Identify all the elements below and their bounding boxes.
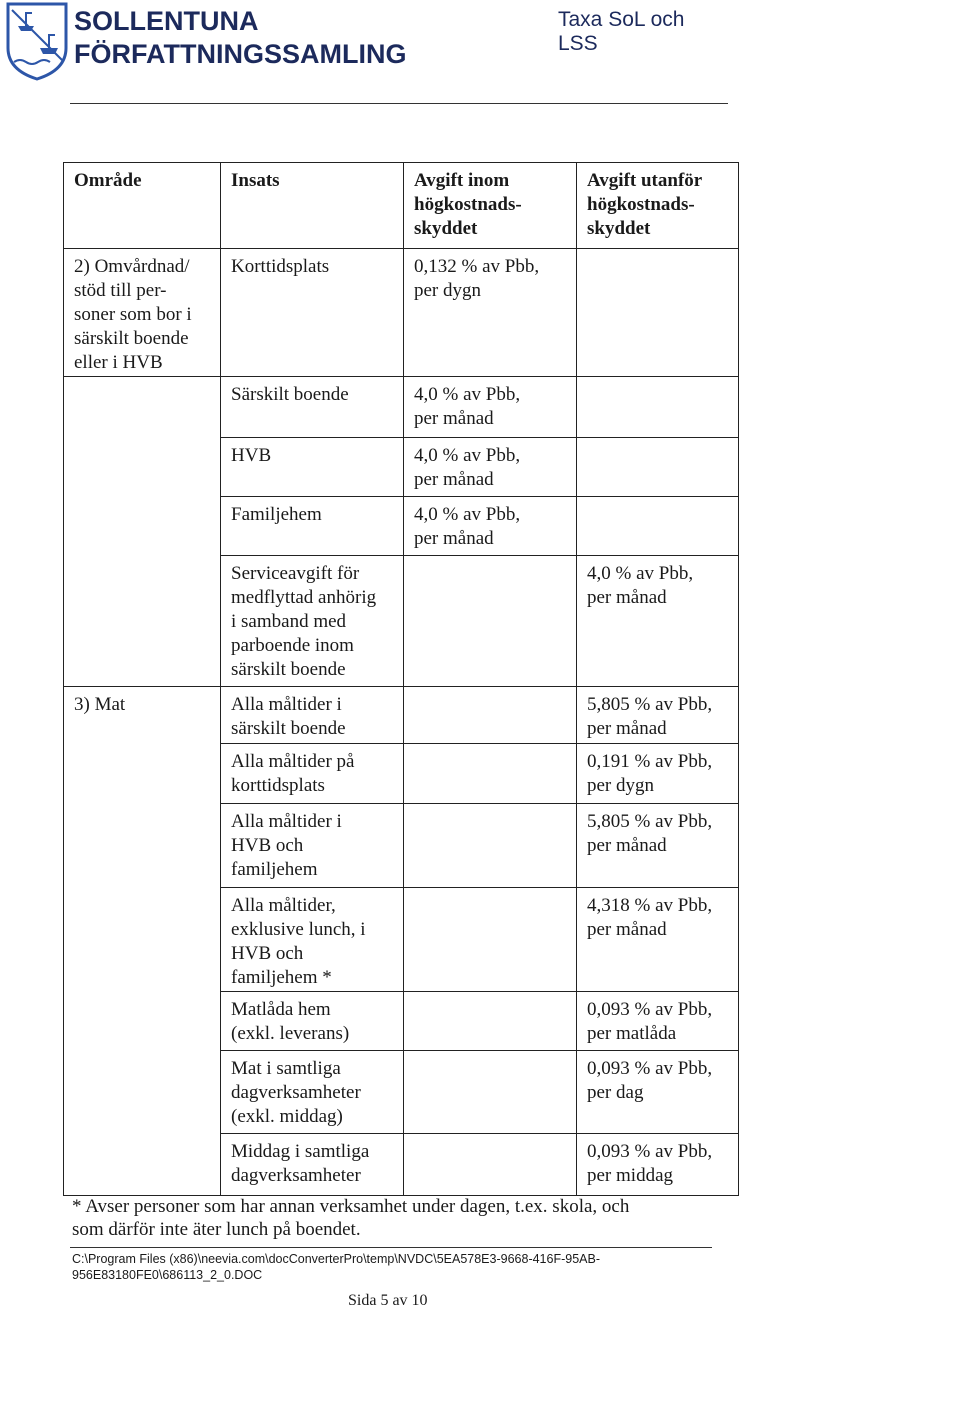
cell-omrade: 3) Mat (64, 687, 221, 1196)
fee-table (63, 162, 739, 1196)
document-title-line1: Taxa SoL och (558, 8, 685, 31)
cell-avgift-inom (404, 744, 577, 804)
cell-insats: Alla måltider i HVB och familjehem (221, 804, 404, 888)
cell-insats: Alla måltider på korttidsplats (221, 744, 404, 804)
cell-avgift-inom (404, 556, 577, 687)
cell-avgift-inom: 4,0 % av Pbb, per månad (404, 497, 577, 556)
column-header-avgift-utanfor: Avgift utanför högkostnads- skyddet (577, 163, 739, 249)
column-header-omrade: Område (64, 163, 221, 249)
cell-avgift-utanfor: 0,093 % av Pbb, per middag (577, 1134, 739, 1196)
cell-avgift-utanfor: 5,805 % av Pbb, per månad (577, 804, 739, 888)
cell-avgift-utanfor: 4,0 % av Pbb, per månad (577, 556, 739, 687)
cell-avgift-inom: 4,0 % av Pbb, per månad (404, 438, 577, 497)
column-header-avgift-inom: Avgift inom högkostnads- skyddet (404, 163, 577, 249)
cell-avgift-utanfor (577, 438, 739, 497)
cell-avgift-utanfor: 0,191 % av Pbb, per dygn (577, 744, 739, 804)
page-number: Sida 5 av 10 (348, 1292, 428, 1309)
cell-avgift-inom (404, 804, 577, 888)
cell-omrade: 2) Omvårdnad/ stöd till per- soner som bor i särskilt boende eller i HVB (64, 249, 221, 377)
cell-avgift-utanfor (577, 497, 739, 556)
cell-avgift-inom (404, 1134, 577, 1196)
header-rule (70, 103, 728, 104)
cell-avgift-utanfor: 5,805 % av Pbb, per månad (577, 687, 739, 744)
cell-avgift-inom (404, 1051, 577, 1134)
sollentuna-coat-of-arms-icon (4, 0, 70, 82)
cell-avgift-utanfor (577, 249, 739, 377)
cell-insats: Korttidsplats (221, 249, 404, 377)
cell-avgift-inom (404, 687, 577, 744)
table-header-row (64, 163, 739, 249)
cell-avgift-utanfor (577, 377, 739, 438)
organization-name: SOLLENTUNA (74, 6, 259, 36)
cell-insats: Mat i samtliga dagverksamheter (exkl. middag) (221, 1051, 404, 1134)
column-header-insats: Insats (221, 163, 404, 249)
source-file-path: C:\Program Files (x86)\neevia.com\docConverterPro\temp\NVDC\5EA578E3-9668-416F-95AB- 956E83180FE0\686113_2_0.DOC (72, 1252, 601, 1282)
cell-avgift-inom (404, 888, 577, 992)
table-row (64, 249, 739, 377)
cell-insats: Familjehem (221, 497, 404, 556)
cell-insats: Matlåda hem (exkl. leverans) (221, 992, 404, 1051)
document-title-line2: LSS (558, 32, 598, 55)
cell-avgift-utanfor: 4,318 % av Pbb, per månad (577, 888, 739, 992)
cell-insats: Serviceavgift för medflyttad anhörig i samband med parboende inom särskilt boende (221, 556, 404, 687)
cell-avgift-utanfor: 0,093 % av Pbb, per matlåda (577, 992, 739, 1051)
cell-insats: Alla måltider, exklusive lunch, i HVB och familjehem * (221, 888, 404, 992)
table-row (64, 377, 739, 438)
table-row (64, 687, 739, 744)
footer-rule (70, 1247, 712, 1248)
cell-insats: HVB (221, 438, 404, 497)
cell-insats: Middag i samtliga dagverksamheter (221, 1134, 404, 1196)
cell-avgift-inom: 0,132 % av Pbb, per dygn (404, 249, 577, 377)
cell-insats: Alla måltider i särskilt boende (221, 687, 404, 744)
footnote: * Avser personer som har annan verksamhet under dagen, t.ex. skola, och som därför inte äter lunch på boendet. (72, 1196, 630, 1240)
collection-name: FÖRFATTNINGSSAMLING (74, 39, 407, 69)
cell-omrade-group (64, 377, 221, 687)
cell-avgift-inom: 4,0 % av Pbb, per månad (404, 377, 577, 438)
cell-avgift-inom (404, 992, 577, 1051)
cell-avgift-utanfor: 0,093 % av Pbb, per dag (577, 1051, 739, 1134)
cell-insats: Särskilt boende (221, 377, 404, 438)
